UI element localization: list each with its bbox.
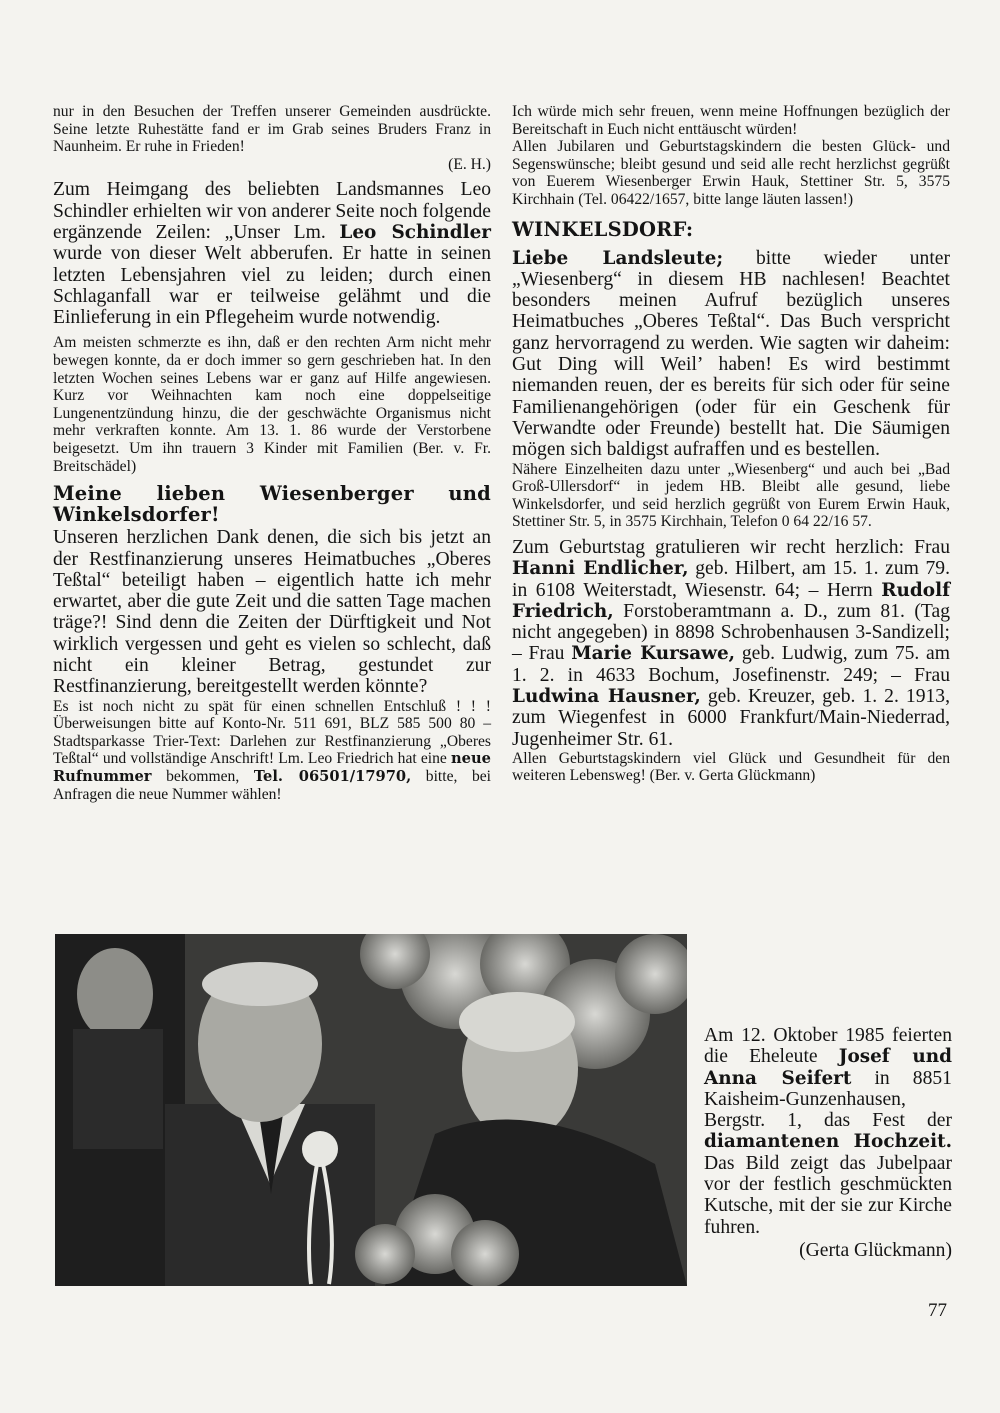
obituary-details: Am meisten schmerzte es ihn, daß er den rechten Arm nicht mehr bewegen konnte, da er doch immer so gern geschrieben hat. In den letzten Wochen seines Lebens war er ganz auf Hilfe angewiesen. Kurz vor Weihnachten kam noch eine doppelseitige Lungenentzündung hinzu, die der geschwächte Organismus nicht mehr verkraften konnte. Am 13. 1. 86 wurde der Verstorbene beigesetzt. Um ihn trauern 3 Kinder mit Familien (Ber. v. Fr. Breitschädel): [53, 334, 491, 475]
signature: (E. H.): [448, 155, 491, 173]
left-column: [53, 103, 491, 803]
page-number: 77: [928, 1300, 947, 1321]
greetings-paragraph: Allen Jubilaren und Geburtstagskindern die besten Glück- und Segenswünsche; bleibt gesund und seid alle recht herzlichst gegrüßt von Euerem Wiesenberger Erwin Hauk, Stettiner Str. 5, 3575 Kirchhain (Tel. 06422/1657, bitte lange läuten lassen!): [512, 138, 950, 208]
photo-illustration: [55, 934, 687, 1286]
obituary-closing: nur in den Besuchen der Treffen unserer Gemeinden ausdrückte. Seine letzte Ruhestätte fand er im Grab seines Bruders Franz in Naunheim. Er ruhe in Frieden! (E. H.): [53, 103, 491, 173]
name-bold: Leo Schindler: [339, 221, 491, 243]
anniversary-photo: [55, 934, 687, 1286]
details-paragraph: Nähere Einzelheiten dazu unter „Wiesenberg“ und auch bei „Bad Groß-Ullersdorf“ in jedem HB. Bleibt alle gesund, liebe Winkelsdorfer, und seid herzlich gegrüßt von Eurem Erwin Hauk, Stettiner Str. 5, in 3575 Kirchhain, Telefon 0 64 22/16 57.: [512, 460, 950, 531]
donation-paragraph: Es ist noch nicht zu spät für einen schnellen Entschluß ! ! ! Überweisungen bitte auf Konto-Nr. 511 691, BLZ 585 500 80 – Stadtsparkasse Trier-Text: Darlehen zur Restfinanzierung „Oberes Teßtal“ und vollständige Anschrift! Lm. Leo Friedrich hat eine neue Rufnummer bekommen, Tel. 06501/17970, bitte, bei Anfragen die neue Nummer wählen!: [53, 697, 492, 803]
section-heading-winkelsdorf: WINKELSDORF:: [512, 217, 694, 241]
thanks-paragraph: Unseren herzlichen Dank denen, die sich bis jetzt an der Restfinanzierung unseres Heimatbuches „Oberes Teßtal“ beteiligt haben – eigentlich hatte ich mehr erwartet, aber die gute Zeit und die satten Tage machen träge?! Sind denn die Zeiten der Dürftigkeit und Not wirklich vergessen und geht es vielen so schlecht, daß nicht ein kleiner Betrag, gestundet zur Restfinanzierung, bereitgestellt werden könnte?: [53, 527, 491, 698]
winkelsdorf-paragraph: Liebe Landsleute; bitte wieder unter „Wiesenberg“ in diesem HB nachlesen! Beachtet besonders meinen Aufruf bezüglich unseres Heimatbuches „Oberes Teßtal“. Das Buch verspricht ganz hervorragend zu werden. Wie sagten wir daheim: Gut Ding will Weil’ haben! Es wird bestimmt niemanden reuen, der es bereits für sich oder für seine Familienangehörigen (oder für ein Geschenk für Verwandte oder Freunde) bestellt hat. Die Säumigen mögen sich baldigst aufraffen und es bestellen.: [512, 247, 950, 461]
caption-signature: (Gerta Glückmann): [799, 1239, 952, 1261]
section-heading: Meine lieben Wiesenberger und Winkelsdorfer!: [53, 482, 491, 527]
birthday-wishes: Allen Geburtstagskindern viel Glück und Gesundheit für den weiteren Lebensweg! (Ber. v. Gerta Glückmann): [512, 749, 950, 785]
birthday-paragraph: Zum Geburtstag gratulieren wir recht herzlich: Frau Hanni Endlicher, geb. Hilbert, am 15. 1. zum 79. in 6108 Weiterstadt, Wiesenstr. 64; – Herrn Rudolf Friedrich, Forstoberamtmann a. D., zum 81. (Tag nicht angegeben) in 8898 Schrobenhausen 3-Sandizell; – Frau Marie Kursawe, geb. Ludwig, zum 75. am 1. 2. in 4633 Bochum, Josefinenstr. 249; – Frau Ludwina Hausner, geb. Kreuzer, geb. 1. 2. 1913, zum Wiegenfest in 6000 Frankfurt/Main-Niederrad, Jugenheimer Str. 61.: [512, 536, 950, 750]
hope-paragraph: Ich würde mich sehr freuen, wenn meine Hoffnungen bezüglich der Bereitschaft in Euch nicht enttäuscht würden!: [512, 103, 950, 138]
right-column: [512, 103, 950, 785]
photo-caption: Am 12. Oktober 1985 feierten die Eheleute Josef und Anna Seifert in 8851 Kaisheim-Gunzenhausen, Bergstr. 1, das Fest der diamantenen Hochzeit. Das Bild zeigt das Jubelpaar vor der festlich geschmückten Kutsche, mit der sie zur Kirche fuhren. (Gerta Glückmann): [704, 1025, 952, 1261]
obituary-schindler: Zum Heimgang des beliebten Landsmannes Leo Schindler erhielten wir von anderer Seite noch folgende ergänzende Zeilen: „Unser Lm. Leo Schindler wurde von dieser Welt abberufen. Er hatte in seinen letzten Lebensjahren viel zu leiden; durch einen Schlaganfall war er teilweise gelähmt und die Einlieferung in ein Pflegeheim wurde notwendig.: [53, 179, 491, 329]
